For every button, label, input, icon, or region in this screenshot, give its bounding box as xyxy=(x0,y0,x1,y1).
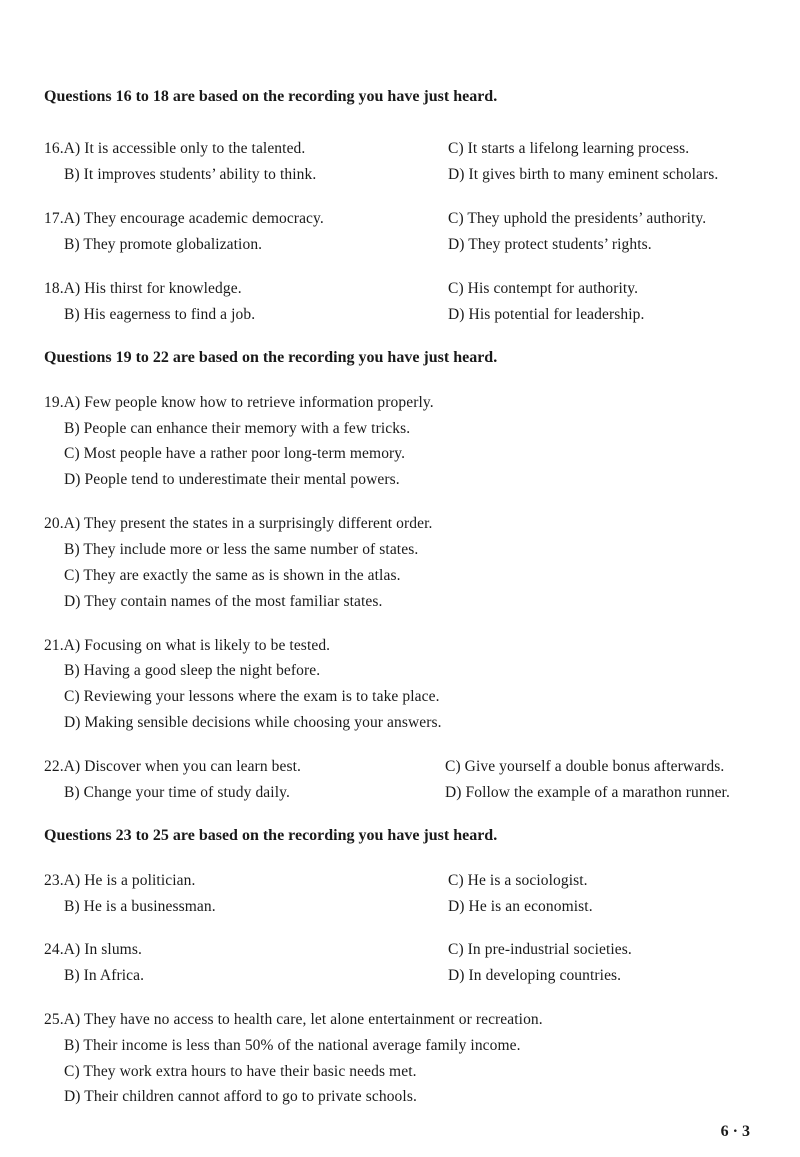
q23-option-d: D) He is an economist. xyxy=(448,898,593,915)
q22-option-b: B) Change your time of study daily. xyxy=(64,784,290,801)
q25-option-a: 25.A) They have no access to health care, let alone entertainment or recreation. xyxy=(44,1011,543,1028)
q22-option-c: C) Give yourself a double bonus afterwards. xyxy=(445,758,725,775)
q17-option-a: 17.A) They encourage academic democracy. xyxy=(44,210,324,227)
q19-option-a: 19.A) Few people know how to retrieve information properly. xyxy=(44,394,434,411)
q25-option-d: D) Their children cannot afford to go to private schools. xyxy=(64,1088,417,1105)
q21-option-c: C) Reviewing your lessons where the exam is to take place. xyxy=(64,688,440,705)
q24-option-a: 24.A) In slums. xyxy=(44,941,142,958)
q18-option-a: 18.A) His thirst for knowledge. xyxy=(44,280,242,297)
q25-option-c: C) They work extra hours to have their basic needs met. xyxy=(64,1063,417,1080)
q18-option-b: B) His eagerness to find a job. xyxy=(64,306,256,323)
q18-option-d: D) His potential for leadership. xyxy=(448,306,645,323)
q16-option-b: B) It improves students’ ability to think. xyxy=(64,166,317,183)
q16-option-d: D) It gives birth to many eminent scholars. xyxy=(448,166,719,183)
q21-option-b: B) Having a good sleep the night before. xyxy=(64,662,321,679)
section-heading-23-25: Questions 23 to 25 are based on the recording you have just heard. xyxy=(44,827,498,844)
q16-option-a: 16.A) It is accessible only to the talented. xyxy=(44,140,306,157)
q23-option-a: 23.A) He is a politician. xyxy=(44,872,196,889)
section-heading-19-22: Questions 19 to 22 are based on the recording you have just heard. xyxy=(44,349,498,366)
section-heading-16-18: Questions 16 to 18 are based on the recording you have just heard. xyxy=(44,88,498,105)
page-number: 6 · 3 xyxy=(720,1123,750,1140)
q18-option-c: C) His contempt for authority. xyxy=(448,280,639,297)
q19-option-b: B) People can enhance their memory with a few tricks. xyxy=(64,420,411,437)
q20-option-b: B) They include more or less the same number of states. xyxy=(64,541,419,558)
q24-option-d: D) In developing countries. xyxy=(448,967,622,984)
q19-option-c: C) Most people have a rather poor long-term memory. xyxy=(64,445,406,462)
q22-option-d: D) Follow the example of a marathon runner. xyxy=(445,784,730,801)
q20-option-d: D) They contain names of the most familiar states. xyxy=(64,593,383,610)
q23-option-b: B) He is a businessman. xyxy=(64,898,216,915)
q23-option-c: C) He is a sociologist. xyxy=(448,872,588,889)
q21-option-d: D) Making sensible decisions while choosing your answers. xyxy=(64,714,442,731)
q16-option-c: C) It starts a lifelong learning process. xyxy=(448,140,690,157)
q22-option-a: 22.A) Discover when you can learn best. xyxy=(44,758,301,775)
q19-option-d: D) People tend to underestimate their mental powers. xyxy=(64,471,400,488)
q25-option-b: B) Their income is less than 50% of the national average family income. xyxy=(64,1037,521,1054)
q20-option-c: C) They are exactly the same as is shown in the atlas. xyxy=(64,567,401,584)
q24-option-b: B) In Africa. xyxy=(64,967,145,984)
q20-option-a: 20.A) They present the states in a surprisingly different order. xyxy=(44,515,433,532)
q21-option-a: 21.A) Focusing on what is likely to be tested. xyxy=(44,637,331,654)
q24-option-c: C) In pre-industrial societies. xyxy=(448,941,632,958)
q17-option-c: C) They uphold the presidents’ authority. xyxy=(448,210,707,227)
q17-option-b: B) They promote globalization. xyxy=(64,236,263,253)
q17-option-d: D) They protect students’ rights. xyxy=(448,236,652,253)
